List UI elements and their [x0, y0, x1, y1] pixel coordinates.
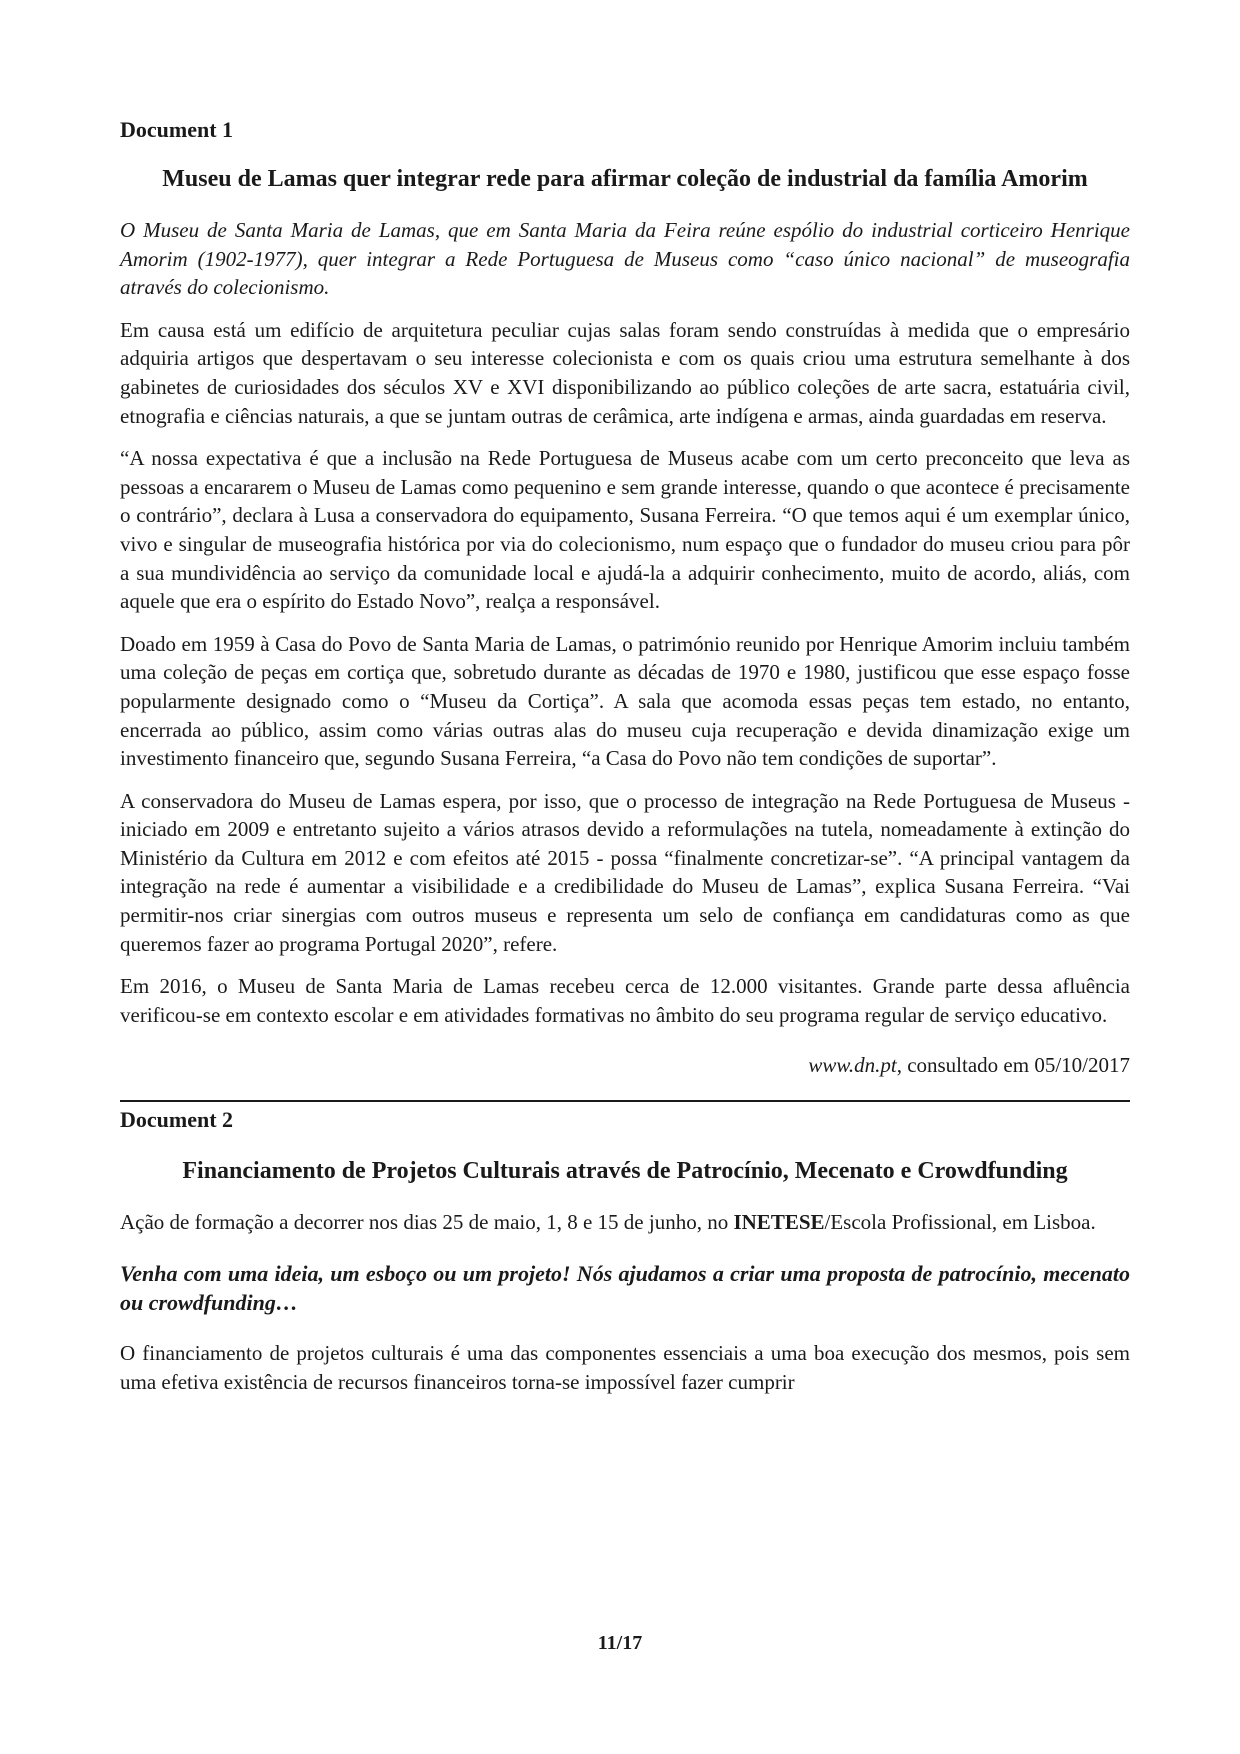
- document-2-body: O financiamento de projetos culturais é uma das componentes essenciais a uma boa execução dos mesmos, pois sem uma efetiva existência de recursos financeiros torna-se impossível fazer cumprir: [120, 1341, 1130, 1394]
- document-1-label: Document 1: [120, 117, 234, 142]
- document-2-intro: [120, 1208, 1130, 1237]
- document-1-source: [120, 1051, 1130, 1079]
- lead-quote: “caso único nacional”: [783, 246, 986, 271]
- document-1-title: Museu de Lamas quer integrar rede para afirmar coleção de industrial da família Amorim: [162, 166, 1088, 192]
- section-divider: [120, 1100, 1130, 1102]
- document-1-lead: [120, 216, 1130, 302]
- lead-text-1: O Museu de Santa Maria de Lamas, que em Santa Maria da Feira reúne espólio do industrial corticeiro Henrique Amorim (1902-1977), quer integrar a Rede Portuguesa de Museus como: [120, 218, 1130, 271]
- document-2-label: Document 2: [120, 1107, 234, 1133]
- intro-text-1: Ação de formação a decorrer nos dias 25 de maio, 1, 8 e 15 de junho, no: [120, 1210, 734, 1235]
- page-content: [120, 116, 1130, 1396]
- source-site: www.dn.pt: [808, 1053, 897, 1078]
- intro-organization: INETESE: [733, 1210, 825, 1235]
- page-number: 11/17: [597, 1632, 643, 1654]
- source-date: , consultado em 05/10/2017: [896, 1053, 1130, 1078]
- document-1-paragraph-5: Em 2016, o Museu de Santa Maria de Lamas recebeu cerca de 12.000 visitantes. Grande parte dessa afluência verificou-se em contexto escolar e em atividades formativas no âmbito do seu programa regular de serviço educativo.: [120, 974, 1130, 1027]
- document-1-paragraph-2: “A nossa expectativa é que a inclusão na Rede Portuguesa de Museus acabe com um certo preconceito que leva as pessoas a encararem o Museu de Lamas como pequenino e sem grande interesse, quando o que acontece é precisamente o contrário”, declara à Lusa a conservadora do equipamento, Susana Ferreira. “O que temos aqui é um exemplar único, vivo e singular de museografia histórica por via do colecionismo, num espaço que o fundador do museu criou para pôr a sua mundividência ao serviço da comunidade local e ajudá-la a adquirir conhecimento, muito de acordo, aliás, com aquele que era o espírito do Estado Novo”, realça a responsável.: [120, 446, 1130, 614]
- document-2-call-to-action: Venha com uma ideia, um esboço ou um projeto! Nós ajudamos a criar uma proposta de patrocínio, mecenato ou crowdfunding…: [120, 1261, 1130, 1316]
- document-1-paragraph-4: A conservadora do Museu de Lamas espera, por isso, que o processo de integração na Rede Portuguesa de Museus - iniciado em 2009 e entretanto sujeito a vários atrasos devido a reformulações na tutela, nomeadamente à extinção do Ministério da Cultura em 2012 e com efeitos até 2015 - possa “finalmente concretizar-se”. “A principal vantagem da integração na rede é aumentar a visibilidade e a credibilidade do Museu de Lamas”, explica Susana Ferreira. “Vai permitir-nos criar sinergias com outros museus e representa um selo de confiança em candidaturas como as que queremos fazer ao programa Portugal 2020”, refere.: [120, 788, 1130, 956]
- document-1-paragraph-1: Em causa está um edifício de arquitetura peculiar cujas salas foram sendo construídas à medida que o empresário adquiria artigos que despertavam o seu interesse colecionista e com os quais criou uma estrutura semelhante à dos gabinetes de curiosidades dos séculos XV e XVI disponibilizando ao público coleções de arte sacra, estatuária civil, etnografia e ciências naturais, a que se juntam outras de cerâmica, arte indígena e armas, ainda guardadas em reserva.: [120, 317, 1130, 428]
- document-2-title: Financiamento de Projetos Culturais através de Patrocínio, Mecenato e Crowdfunding: [182, 1158, 1068, 1185]
- lead-text-2: de museografia através do colecionismo.: [120, 246, 1130, 300]
- intro-text-2: /Escola Profissional, em Lisboa.: [824, 1210, 1096, 1235]
- document-1-paragraph-3: Doado em 1959 à Casa do Povo de Santa Maria de Lamas, o património reunido por Henrique Amorim incluiu também uma coleção de peças em cortiça que, sobretudo durante as décadas de 1970 e 1980, justificou que esse espaço fosse popularmente designado como o “Museu da Cortiça”. A sala que acomoda essas peças tem estado, no entanto, encerrada ao público, assim como várias outras alas do museu cuja recuperação e devida dinamização exige um investimento financeiro que, segundo Susana Ferreira, “a Casa do Povo não tem condições de suportar”.: [120, 631, 1130, 771]
